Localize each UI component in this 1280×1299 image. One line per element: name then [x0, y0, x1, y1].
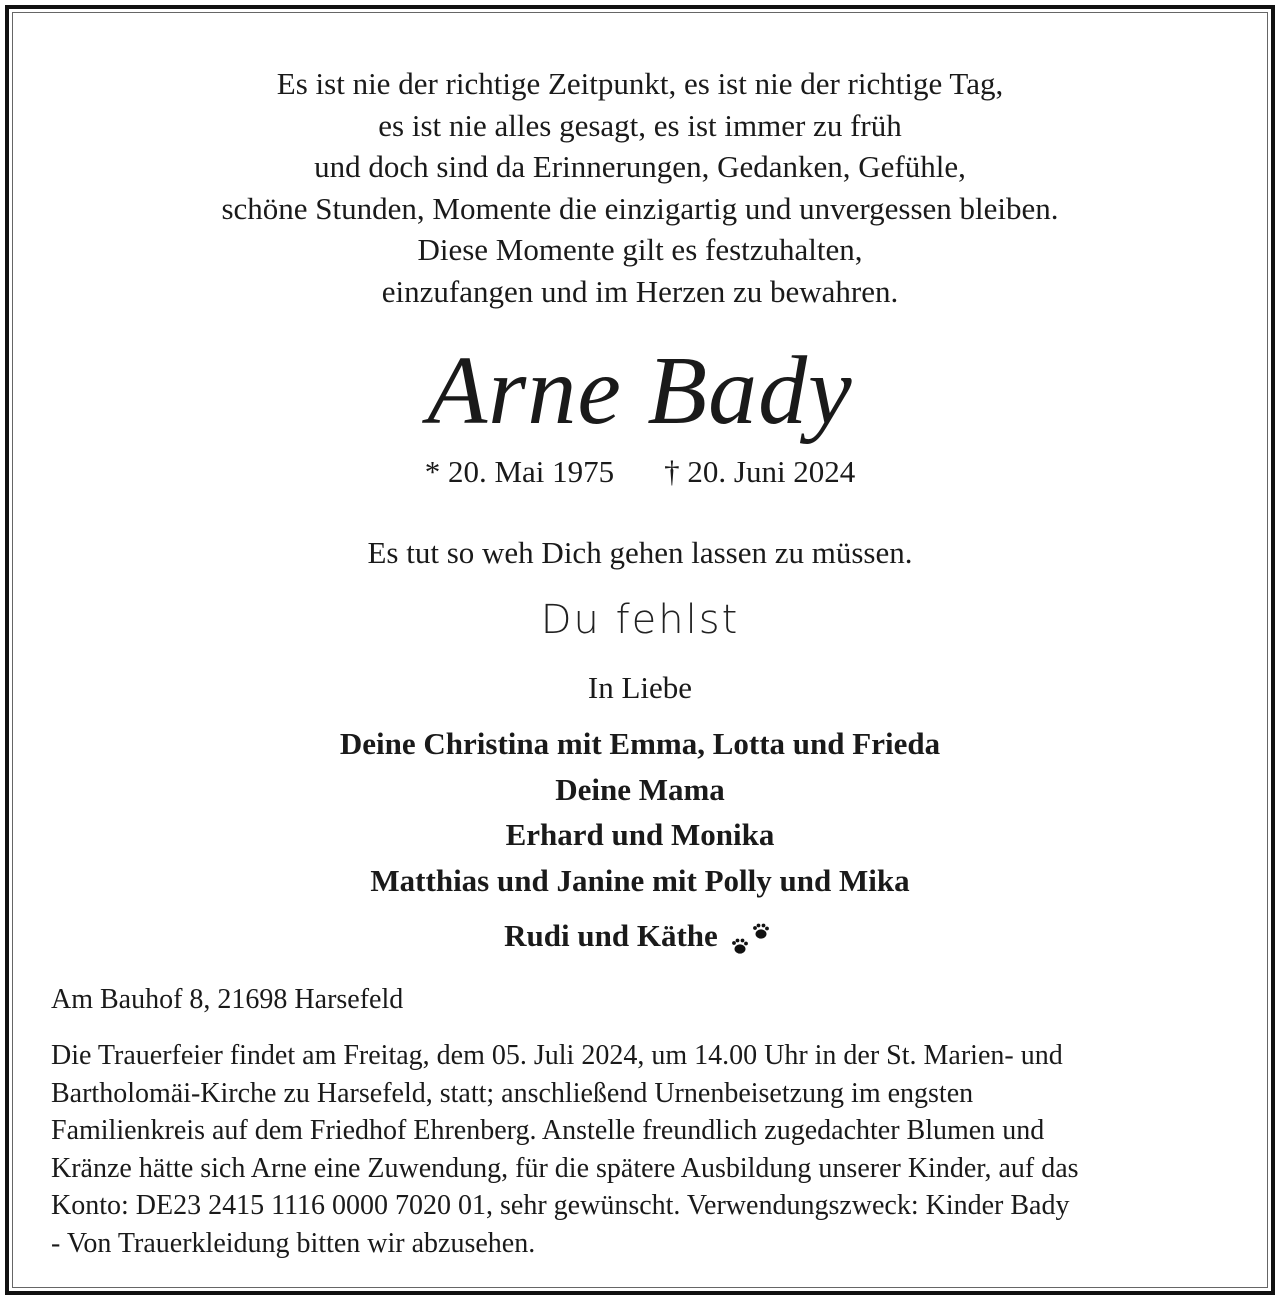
notice-line: Bartholomäi-Kirche zu Harsefeld, statt; anschließend Urnenbeisetzung im engsten [51, 1077, 974, 1109]
obituary-frame [5, 5, 1275, 1295]
funeral-notice [51, 1037, 1231, 1263]
address: Am Bauhof 8, 21698 Harsefeld [51, 984, 404, 1015]
notice-line: Familienkreis auf dem Friedhof Ehrenberg. Anstelle freundlich zugedachter Blumen und [51, 1115, 1045, 1147]
death-date: † 20. Juni 2024 [664, 454, 856, 489]
mourner-line-pets [9, 913, 1271, 960]
mourner-line: Deine Mama [555, 771, 725, 807]
deceased-name: Arne Bady [427, 337, 853, 445]
notice-line: Kränze hätte sich Arne eine Zuwendung, für die spätere Ausbildung unserer Kinder, auf das [51, 1152, 1079, 1184]
poem-line: und doch sind da Erinnerungen, Gedanken, Gefühle, [314, 149, 966, 184]
life-dates [9, 452, 1271, 492]
handwritten-message: Du fehlst [540, 597, 740, 643]
birth-date: * 20. Mai 1975 [424, 454, 615, 489]
poem-line: Diese Momente gilt es festzuhalten, [417, 232, 863, 267]
mourner-line: Deine Christina mit Emma, Lotta und Frieda [339, 726, 941, 761]
paw-prints-icon [726, 916, 776, 960]
farewell-quote: Es tut so weh Dich gehen lassen zu müssen. [367, 535, 913, 570]
mourners-list [9, 721, 1271, 960]
poem-line: Es ist nie der richtige Zeitpunkt, es ist nie der richtige Tag, [276, 66, 1004, 101]
poem-line: schöne Stunden, Momente die einzigartig und unvergessen bleiben. [221, 190, 1059, 226]
mourner-line: Matthias und Janine mit Polly und Mika [370, 862, 910, 898]
poem [9, 63, 1271, 312]
notice-line: - Von Trauerkleidung bitten wir abzusehen. [51, 1227, 536, 1259]
poem-line: einzufangen und im Herzen zu bewahren. [381, 273, 899, 309]
mourner-line: Erhard und Monika [505, 817, 775, 852]
notice-line: Konto: DE23 2415 1116 0000 7020 01, sehr gewünscht. Verwendungszweck: Kinder Bady [51, 1190, 1070, 1222]
poem-line: es ist nie alles gesagt, es ist immer zu früh [378, 107, 902, 143]
mourner-pets-label: Rudi und Käthe [504, 918, 718, 953]
in-love-line: In Liebe [587, 670, 693, 705]
notice-line: Die Trauerfeier findet am Freitag, dem 05. Juli 2024, um 14.00 Uhr in der St. Marien- und [51, 1040, 1063, 1071]
